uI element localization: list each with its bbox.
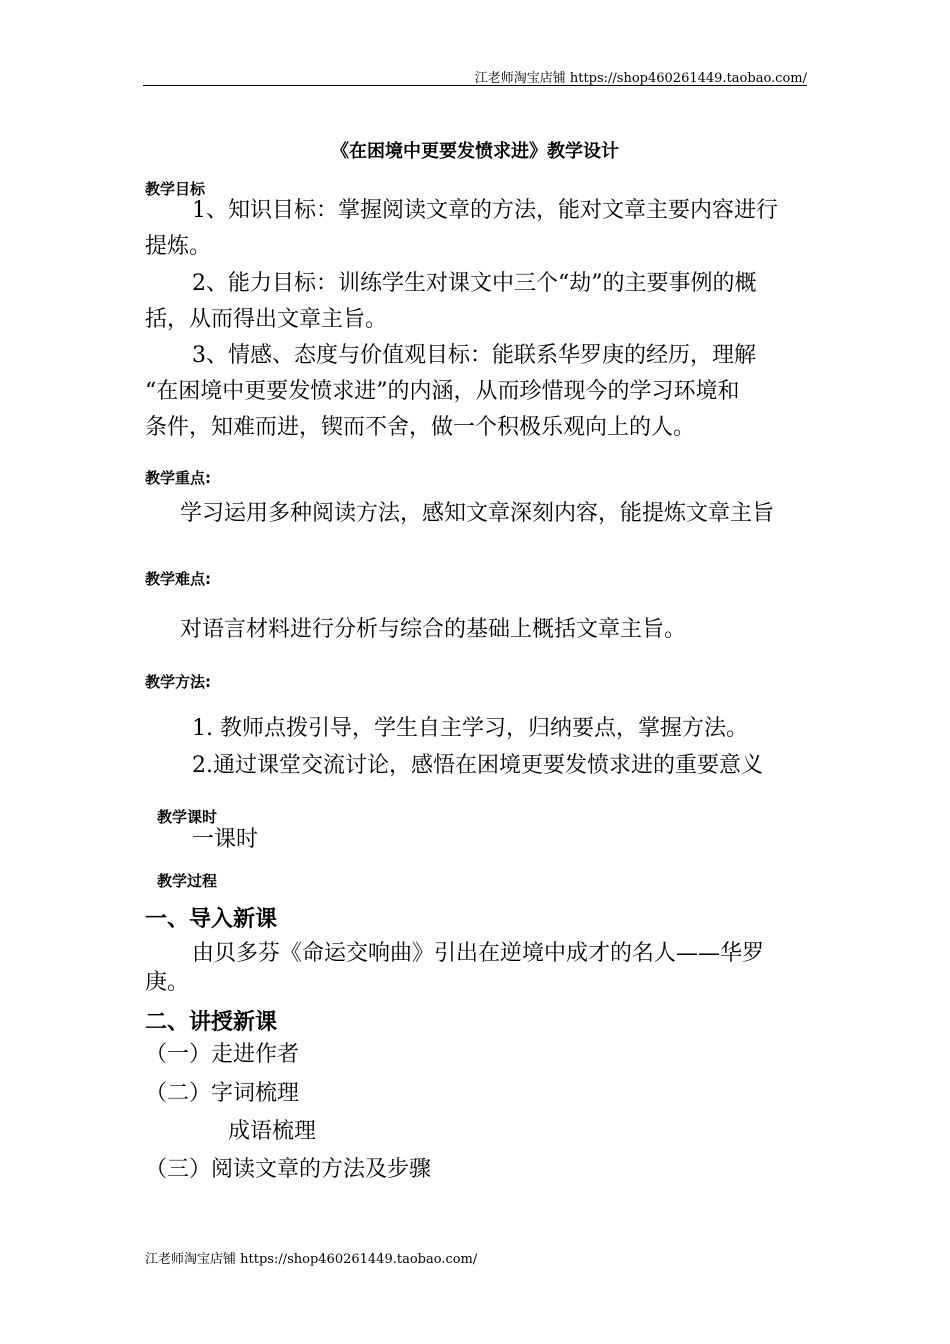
goal-2-line-2: 括，从而得出文章主旨。 <box>145 307 388 332</box>
hours-heading: 教学课时 <box>157 808 218 826</box>
section-2-item-3: （三）阅读文章的方法及步骤 <box>145 1157 432 1182</box>
section-2-item-2-sub: 成语梳理 <box>228 1119 317 1144</box>
goal-1-line-2: 提炼。 <box>145 234 212 259</box>
page-footer: 江老师淘宝店铺 https://shop460261449.taobao.com/ <box>145 1252 478 1267</box>
goal-2-line-1: 2、能力目标：训练学生对课文中三个“劫”的主要事例的概 <box>192 271 757 296</box>
difficulties-heading: 教学难点: <box>145 570 211 588</box>
section-1-line-2: 庚。 <box>145 970 190 995</box>
document-title: 《在困境中更要发愤求进》教学设计 <box>331 141 619 162</box>
section-2-item-2: （二）字词梳理 <box>145 1081 300 1106</box>
difficulties-text: 对语言材料进行分析与综合的基础上概括文章主旨。 <box>180 617 687 642</box>
key-points-text: 学习运用多种阅读方法，感知文章深刻内容，能提炼文章主旨 <box>180 501 775 526</box>
goals-heading: 教学目标 <box>145 180 206 198</box>
section-2-item-1: （一）走进作者 <box>145 1042 300 1067</box>
method-2: 2.通过课堂交流讨论，感悟在困境更要发愤求进的重要意义 <box>192 753 763 778</box>
key-points-heading: 教学重点: <box>145 469 211 487</box>
methods-heading: 教学方法: <box>145 673 211 691</box>
page-header: 江老师淘宝店铺 https://shop460261449.taobao.com/ <box>474 71 807 86</box>
section-1-line-1: 由贝多芬《命运交响曲》引出在逆境中成才的名人——华罗 <box>192 941 765 966</box>
method-1: 1. 教师点拨引导，学生自主学习，归纳要点，掌握方法。 <box>192 716 748 741</box>
goal-3-line-1: 3、情感、态度与价值观目标：能联系华罗庚的经历，理解 <box>192 343 756 368</box>
header-rule <box>143 85 807 86</box>
section-1-title: 一、导入新课 <box>145 907 278 932</box>
goal-3-line-3: 条件，知难而进，锲而不舍，做一个积极乐观向上的人。 <box>145 415 696 440</box>
process-heading: 教学过程 <box>157 872 218 890</box>
goal-1-line-1: 1、知识目标：掌握阅读文章的方法，能对文章主要内容进行 <box>192 198 778 223</box>
goal-3-line-2: “在困境中更要发愤求进”的内涵，从而珍惜现今的学习环境和 <box>145 379 740 404</box>
section-2-title: 二、讲授新课 <box>145 1010 278 1035</box>
hours-text: 一课时 <box>192 827 259 852</box>
